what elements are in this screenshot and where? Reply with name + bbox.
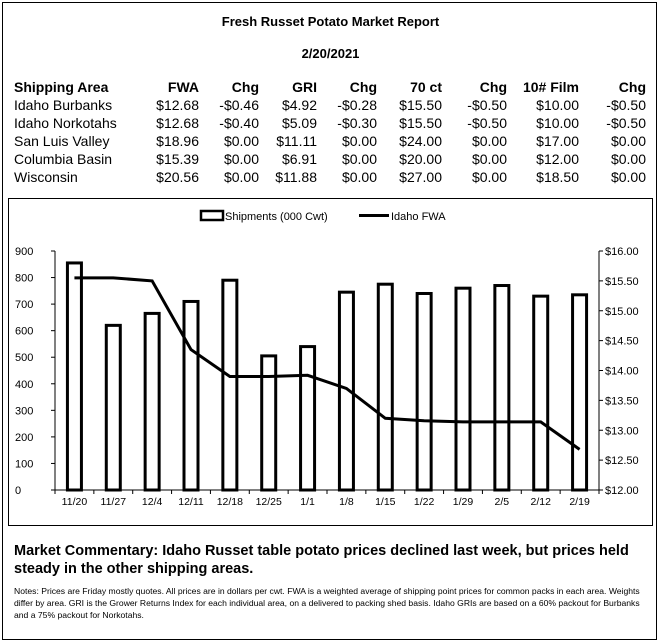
price-cell: $18.96 bbox=[156, 133, 199, 149]
legend-shipments-swatch bbox=[201, 211, 223, 220]
price-cell: $18.50 bbox=[536, 169, 579, 185]
price-cell: $0.00 bbox=[471, 133, 507, 149]
legend-shipments-label: Shipments (000 Cwt) bbox=[225, 211, 328, 223]
right-tick-label: $13.50 bbox=[605, 395, 639, 408]
header-70ct-chg: Chg bbox=[479, 79, 507, 95]
x-tick-label: 1/1 bbox=[300, 496, 315, 508]
shipping-area-cell: Wisconsin bbox=[14, 169, 78, 185]
price-cell: $0.00 bbox=[223, 151, 259, 167]
price-cell: $11.11 bbox=[276, 133, 317, 149]
shipments-bar bbox=[534, 296, 548, 490]
right-tick-label: $15.50 bbox=[605, 275, 639, 288]
x-tick-label: 12/25 bbox=[255, 496, 282, 508]
shipments-bar bbox=[573, 295, 587, 490]
x-tick-label: 11/27 bbox=[100, 496, 127, 508]
report-notes: Notes: Prices are Friday mostly quotes. All prices are in dollars per cwt. FWA is a weighted average of shipping point prices for common packs in each area. Weights differ by area. GRI is the Grower Returns Index for each individual area, on a delivered to packing shed basis. Idaho GRIs are based on a 60% packout for Burbanks and a 75% packout for Norkotahs. bbox=[14, 586, 640, 620]
left-tick-label: 700 bbox=[15, 299, 34, 312]
shipments-bar bbox=[301, 347, 315, 490]
shipments-bar bbox=[106, 325, 120, 490]
price-cell: $10.00 bbox=[536, 115, 579, 131]
header-fwa: FWA bbox=[167, 79, 199, 95]
price-cell: $6.91 bbox=[281, 151, 317, 167]
left-tick-label: 100 bbox=[15, 458, 34, 471]
x-tick-label: 12/4 bbox=[141, 496, 163, 508]
price-cell: $24.00 bbox=[399, 133, 442, 149]
x-tick-label: 1/15 bbox=[375, 496, 396, 508]
shipments-bar bbox=[417, 293, 431, 490]
price-cell: $15.50 bbox=[399, 97, 442, 113]
header-fwa-chg: Chg bbox=[231, 79, 259, 95]
table-row bbox=[14, 150, 646, 168]
header-70ct: 70 ct bbox=[410, 79, 442, 95]
shipping-area-cell: Columbia Basin bbox=[14, 151, 113, 167]
left-tick-label: 800 bbox=[15, 272, 34, 285]
shipments-bar bbox=[378, 284, 392, 490]
right-tick-label: $14.00 bbox=[605, 365, 639, 378]
header-gri: GRI bbox=[292, 79, 317, 95]
header-10lb-film-chg: Chg bbox=[618, 79, 646, 95]
price-cell: $0.00 bbox=[471, 169, 507, 185]
right-tick-label: $15.00 bbox=[605, 305, 639, 318]
price-cell: $20.56 bbox=[156, 169, 199, 185]
report-date: 2/20/2021 bbox=[301, 46, 360, 61]
header-shipping-area: Shipping Area bbox=[14, 79, 109, 95]
price-cell: $12.68 bbox=[156, 115, 199, 131]
shipping-area-cell: Idaho Burbanks bbox=[14, 97, 113, 113]
price-cell: $15.39 bbox=[156, 151, 199, 167]
x-tick-label: 11/20 bbox=[61, 496, 88, 508]
price-cell: -$0.50 bbox=[467, 97, 507, 113]
shipments-bar bbox=[223, 280, 237, 490]
left-tick-label: 300 bbox=[15, 405, 34, 418]
shipments-bar bbox=[67, 263, 81, 490]
price-cell: $0.00 bbox=[341, 169, 377, 185]
report-title: Fresh Russet Potato Market Report bbox=[221, 14, 440, 29]
x-tick-label: 1/22 bbox=[413, 496, 435, 508]
x-tick-label: 1/29 bbox=[452, 496, 474, 508]
x-tick-label: 2/5 bbox=[494, 496, 510, 508]
x-tick-label: 2/19 bbox=[569, 496, 590, 508]
shipments-bar bbox=[495, 286, 509, 490]
price-cell: -$0.40 bbox=[219, 115, 259, 131]
x-tick-label: 1/8 bbox=[339, 496, 354, 508]
x-tick-label: 12/11 bbox=[178, 496, 204, 508]
table-row bbox=[14, 168, 646, 186]
right-tick-label: $13.00 bbox=[605, 425, 639, 438]
x-tick-label: 12/18 bbox=[216, 496, 243, 508]
price-cell: $15.50 bbox=[399, 115, 442, 131]
right-tick-label: $12.50 bbox=[605, 455, 639, 468]
price-cell: -$0.30 bbox=[337, 115, 377, 131]
price-cell: -$0.50 bbox=[467, 115, 507, 131]
header-gri-chg: Chg bbox=[349, 79, 377, 95]
table-row bbox=[14, 132, 646, 150]
legend-fwa-label: Idaho FWA bbox=[391, 211, 446, 223]
left-tick-label: 600 bbox=[15, 325, 34, 338]
right-tick-label: $12.00 bbox=[605, 485, 639, 497]
price-cell: $20.00 bbox=[399, 151, 442, 167]
left-tick-label: 0 bbox=[15, 485, 22, 497]
shipping-area-cell: Idaho Norkotahs bbox=[14, 115, 117, 131]
market-commentary: Market Commentary: Idaho Russet table potato prices declined last week, but prices held steady in the other shipping areas. bbox=[14, 543, 629, 577]
table-row bbox=[14, 96, 646, 114]
right-tick-label: $14.50 bbox=[605, 335, 639, 348]
price-cell: $27.00 bbox=[399, 169, 442, 185]
price-cell: $4.92 bbox=[281, 97, 317, 113]
price-cell: $0.00 bbox=[471, 151, 507, 167]
left-tick-label: 400 bbox=[15, 378, 34, 391]
price-cell: $12.68 bbox=[156, 97, 199, 113]
price-cell: $0.00 bbox=[341, 151, 377, 167]
shipments-price-chart bbox=[9, 199, 654, 527]
shipments-bar bbox=[184, 301, 198, 490]
left-tick-label: 200 bbox=[15, 431, 34, 444]
chart-container bbox=[8, 198, 653, 526]
price-cell: $0.00 bbox=[341, 133, 377, 149]
price-cell: -$0.28 bbox=[337, 97, 377, 113]
table-header-row bbox=[14, 78, 646, 96]
price-cell: $0.00 bbox=[610, 151, 646, 167]
price-cell: $0.00 bbox=[610, 169, 646, 185]
price-cell: $0.00 bbox=[223, 169, 259, 185]
shipments-bar bbox=[145, 313, 159, 490]
left-tick-label: 500 bbox=[15, 352, 34, 365]
price-cell: $5.09 bbox=[281, 115, 317, 131]
price-cell: $10.00 bbox=[536, 97, 579, 113]
price-cell: -$0.50 bbox=[606, 97, 646, 113]
price-cell: $0.00 bbox=[223, 133, 259, 149]
price-cell: $11.88 bbox=[275, 169, 317, 185]
left-tick-label: 900 bbox=[15, 246, 34, 258]
shipments-bar bbox=[456, 288, 470, 490]
right-tick-label: $16.00 bbox=[605, 246, 639, 258]
x-tick-label: 2/12 bbox=[530, 496, 551, 508]
price-cell: $0.00 bbox=[610, 133, 646, 149]
shipping-area-cell: San Luis Valley bbox=[14, 133, 110, 149]
header-10lb-film: 10# Film bbox=[522, 79, 579, 95]
table-row bbox=[14, 114, 646, 132]
price-cell: -$0.50 bbox=[606, 115, 646, 131]
price-cell: $17.00 bbox=[536, 133, 579, 149]
price-cell: $12.00 bbox=[536, 151, 579, 167]
price-cell: -$0.46 bbox=[219, 97, 259, 113]
price-table bbox=[14, 78, 646, 186]
